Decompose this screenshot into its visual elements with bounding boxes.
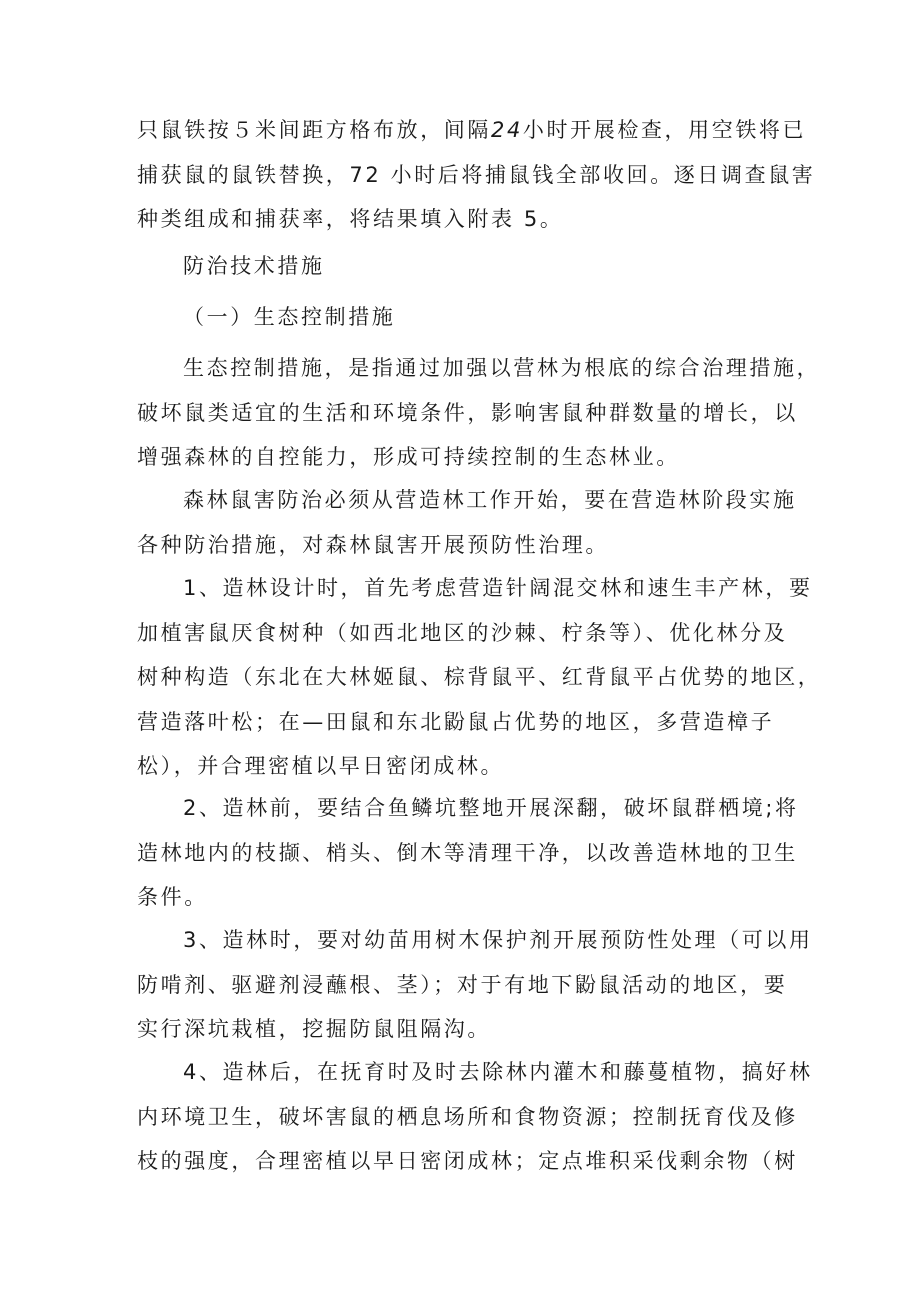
subsection-heading: （一）生态控制措施 (183, 305, 396, 329)
paragraph-afforestation-start (137, 478, 797, 567)
text-line: 捕获鼠的鼠铁替换，72 小时后将捕鼠钱全部收回。逐日调查鼠害 (137, 162, 816, 187)
text-line: 枝的强度，合理密植以早日密闭成林；定点堆积采伐剩余物（树 (137, 1149, 798, 1173)
text-line: 2、造林前，要结合鱼鳞坑整地开展深翻，破坏鼠群栖境;将 (183, 796, 799, 820)
text-line: 松），并合理密植以早日密闭成林。 (137, 754, 505, 778)
text-line: 加植害鼠厌食树种（如西北地区的沙棘、柠条等）、优化林分及 (137, 620, 788, 645)
text-line: 种类组成和捕获率，将结果填入附表 5。 (137, 207, 564, 231)
interval-hours: 24 (491, 118, 523, 142)
paragraph-ecological-control (137, 346, 821, 480)
text-line: 实行深坑栽植，挖掘防鼠阻隔沟。 (137, 1017, 491, 1041)
paragraph-item-3 (137, 918, 813, 1052)
text-line: 营造落叶松；在—田鼠和东北鼢鼠占优势的地区，多营造樟子 (137, 709, 775, 734)
text-line: 只鼠铁按５米间距方格布放，间隔24小时开展检查，用空铁将已 (137, 118, 807, 142)
text-line: 条件。 (137, 885, 208, 909)
text-line: 4、造林后，在抚育时及时去除林内灌木和藤蔓植物，搞好林 (183, 1060, 813, 1084)
text-line: 内环境卫生，破坏害鼠的栖息场所和食物资源；控制抚育伐及修 (137, 1104, 798, 1129)
text-line: 各种防治措施，对森林鼠害开展预防性治理。 (137, 532, 609, 557)
text-line: 森林鼠害防治必须从营造林工作开始，要在营造林阶段实施 (183, 488, 797, 512)
text-line: 3、造林时，要对幼苗用树木保护剂开展预防性处理（可以用 (183, 928, 813, 952)
text-line: 增强森林的自控能力，形成可持续控制的生态林业。 (137, 445, 680, 469)
text-line: 生态控制措施，是指通过加强以营林为根底的综合治理措施， (183, 356, 821, 380)
text-line: 破坏鼠类适宜的生活和环境条件，影响害鼠种群数量的增长，以 (137, 400, 798, 425)
paragraph-trap-survey (137, 108, 816, 242)
paragraph-item-1 (137, 566, 822, 789)
text-line: 1、造林设计时，首先考虑营造针阔混交林和速生丰产林，要 (183, 576, 813, 600)
section-heading: 防治技术措施 (183, 254, 325, 278)
paragraph-item-4 (137, 1050, 813, 1184)
paragraph-item-2 (137, 786, 799, 920)
text-line: 防啃剂、驱避剂浸蘸根、茎）；对于有地下鼢鼠活动的地区，要 (137, 972, 788, 997)
text-line: 造林地内的枝撷、梢头、倒木等清理干净，以改善造林地的卫生 (137, 840, 798, 865)
text-line: 树种构造（东北在大林姬鼠、棕背鼠平、红背鼠平占优势的地区， (137, 665, 822, 689)
